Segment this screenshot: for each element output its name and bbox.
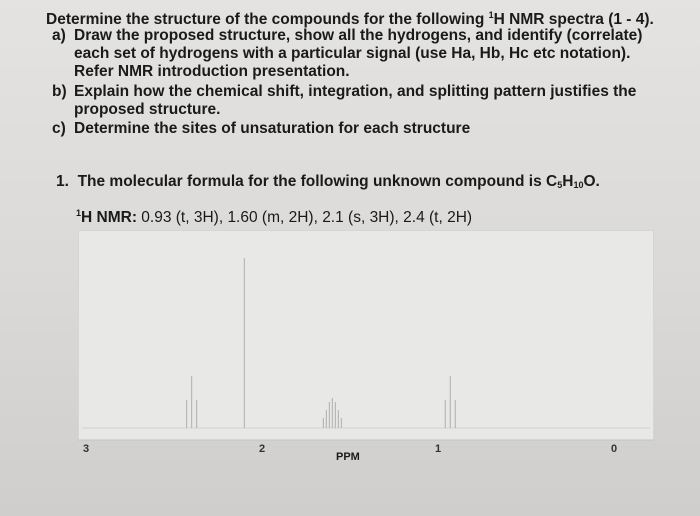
spectrum-plot-area <box>78 230 654 440</box>
instruction-b-text: Explain how the chemical shift, integration, and splitting pattern justifies the proposed structure. <box>74 83 637 118</box>
nmr-label: H NMR: <box>81 209 137 227</box>
tick-label: 1 <box>434 443 442 455</box>
question-number: 1. <box>56 173 69 190</box>
question-1 <box>56 173 600 191</box>
instruction-c <box>52 120 662 138</box>
tick-label: 2 <box>258 443 266 455</box>
tick-label: 3 <box>82 443 90 455</box>
hydrogen-symbol: H <box>562 173 574 190</box>
nmr-data-line <box>76 208 472 227</box>
x-axis-label: PPM <box>336 451 360 463</box>
instruction-a-text: Draw the proposed structure, show all the hydrogens, and identify (correlate) each set of hydrogens with a particular signal (use Ha, Hb, Hc etc notation). Refer NMR introduction presentation. <box>74 27 643 80</box>
oxygen-symbol: O. <box>583 173 600 190</box>
instruction-c-marker: c) <box>52 120 66 137</box>
question-text: The molecular formula for the following unknown compound is C <box>77 173 558 190</box>
instruction-a <box>52 27 662 81</box>
nmr-spectrum <box>78 230 654 480</box>
nmr-isotope: 1 <box>76 208 82 218</box>
tick-label: 0 <box>610 443 618 455</box>
instruction-c-text: Determine the sites of unsaturation for each structure <box>74 120 471 137</box>
instruction-b-marker: b) <box>52 83 67 100</box>
instruction-b <box>52 83 662 119</box>
carbon-count: 5 <box>557 180 563 190</box>
nmr-values: 0.93 (t, 3H), 1.60 (m, 2H), 2.1 (s, 3H), 2.4 (t, 2H) <box>141 209 473 227</box>
instruction-a-marker: a) <box>52 27 66 44</box>
instructions-heading: Determine the structure of the compounds for the following $^1$H NMR spectra (1 - 4). <box>46 10 654 29</box>
hydrogen-count: 10 <box>573 180 584 190</box>
